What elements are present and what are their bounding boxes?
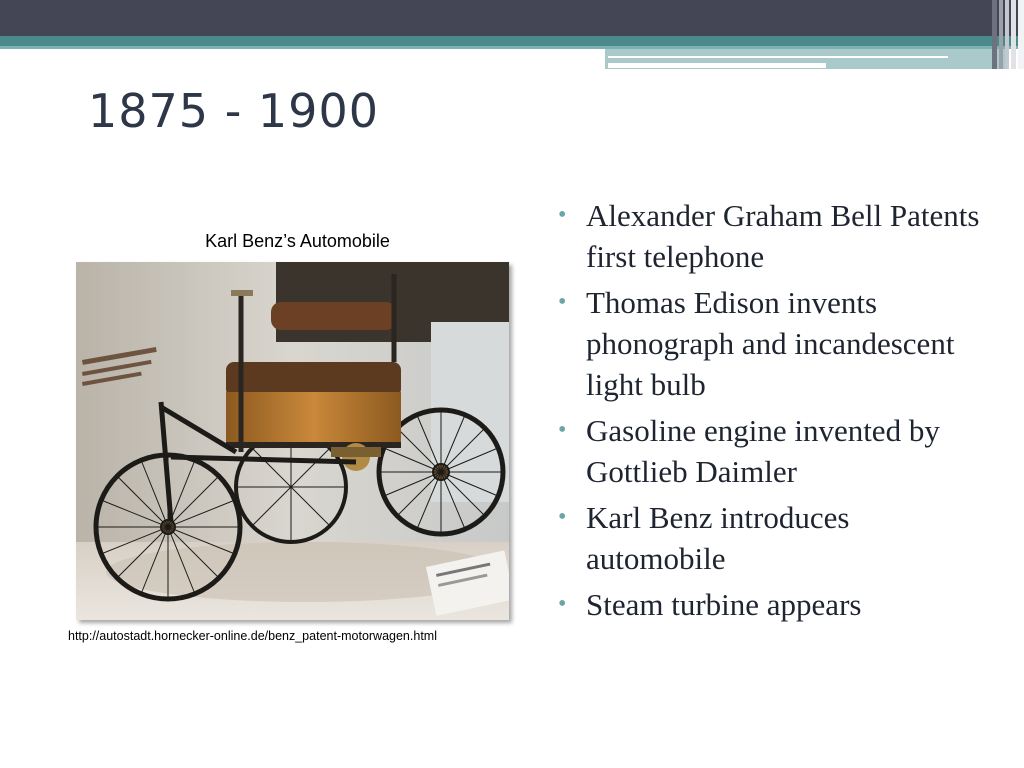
bullet-item [556,584,996,625]
benz-automobile-photo [76,262,509,620]
bullet-item [556,410,996,492]
image-source-url: http://autostadt.hornecker-online.de/benz_patent-motorwagen.html [68,629,437,643]
bullet-text: Karl Benz introduces automobile [586,500,850,576]
bullet-icon: • [558,417,567,443]
bullet-icon: • [558,504,567,530]
bullet-text: Gasoline engine invented by Gottlieb Daimler [586,413,940,489]
bullet-item [556,497,996,579]
image-caption: Karl Benz’s Automobile [205,231,390,251]
slide-title: 1875 - 1900 [88,84,379,138]
bullet-icon: • [558,591,567,617]
header-accent-band [0,36,1024,46]
header-bar [0,0,1024,36]
bullet-text: Alexander Graham Bell Patents first telephone [586,198,980,274]
bullet-icon: • [558,202,567,228]
header-accent-line-2 [608,63,826,68]
bullet-item [556,195,996,277]
bullet-text: Steam turbine appears [586,587,862,622]
bullet-icon: • [558,289,567,315]
bullet-item [556,282,996,405]
bullet-list [556,195,996,630]
header-accent-line [608,56,948,58]
bullet-text: Thomas Edison invents phonograph and incandescent light bulb [586,285,955,402]
